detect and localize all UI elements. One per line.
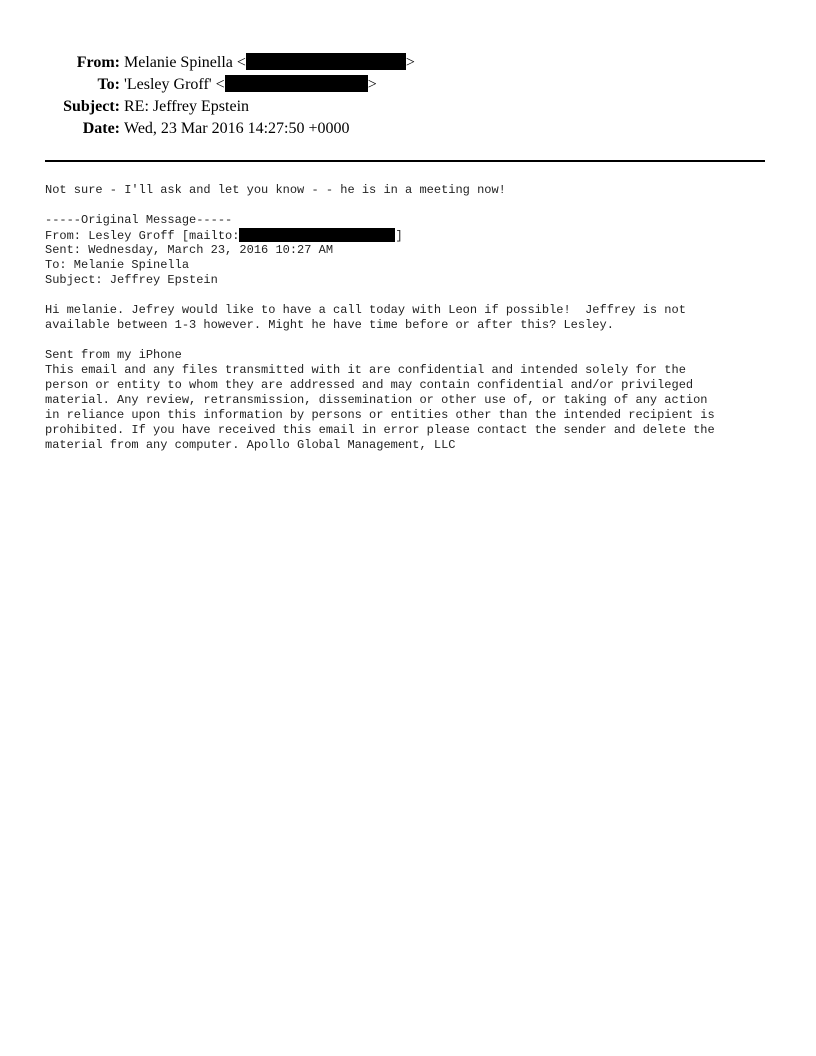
subject-label: Subject: — [63, 98, 120, 115]
spacer — [45, 288, 785, 303]
date-value: Wed, 23 Mar 2016 14:27:50 +0000 — [124, 120, 350, 137]
original-to: To: Melanie Spinella — [45, 258, 190, 272]
from-close: > — [405, 54, 415, 71]
redaction-box — [246, 53, 406, 70]
spacer — [45, 198, 785, 213]
from-row — [0, 52, 816, 74]
to-row — [0, 74, 816, 96]
original-separator: -----Original Message----- — [45, 213, 233, 227]
body-line: Hi melanie. Jefrey would like to have a call today with Leon if possible! Jeffrey is not — [45, 303, 686, 317]
original-sent: Sent: Wednesday, March 23, 2016 10:27 AM — [45, 243, 334, 257]
disclaimer-line: material from any computer. Apollo Global Management, LLC — [45, 438, 456, 452]
redaction-box — [225, 75, 368, 92]
date-label: Date: — [82, 120, 120, 137]
redaction-box — [239, 228, 395, 242]
disclaimer-line: person or entity to whom they are addressed and may contain confidential and/or privileged — [45, 378, 694, 392]
spacer — [45, 333, 785, 348]
reply-text: Not sure - I'll ask and let you know - - he is in a meeting now! — [45, 183, 506, 197]
subject-value: RE: Jeffrey Epstein — [124, 98, 250, 115]
to-label: To: — [97, 76, 120, 93]
from-value — [120, 52, 415, 74]
disclaimer-line: prohibited. If you have received this email in error please contact the sender and delete the — [45, 423, 715, 437]
email-header — [0, 52, 816, 140]
original-from-prefix: From: Lesley Groff [mailto: — [45, 229, 240, 243]
from-name: Melanie Spinella < — [124, 54, 246, 71]
to-value — [120, 74, 377, 96]
original-from — [45, 228, 785, 243]
original-subject: Subject: Jeffrey Epstein — [45, 273, 218, 287]
to-name: 'Lesley Groff' < — [124, 76, 225, 93]
to-close: > — [367, 76, 377, 93]
disclaimer-line: This email and any files transmitted with it are confidential and intended solely for the — [45, 363, 686, 377]
header-divider — [45, 160, 765, 162]
date-row — [0, 118, 816, 140]
body-line: available between 1-3 however. Might he have time before or after this? Lesley. — [45, 318, 614, 332]
original-from-suffix: ] — [395, 229, 403, 243]
subject-row — [0, 96, 816, 118]
disclaimer-line: in reliance upon this information by persons or entities other than the intended recipient is — [45, 408, 715, 422]
disclaimer-line: material. Any review, retransmission, dissemination or other use of, or taking of any action — [45, 393, 708, 407]
from-label: From: — [76, 54, 120, 71]
email-body — [45, 183, 785, 453]
signature: Sent from my iPhone — [45, 348, 182, 362]
